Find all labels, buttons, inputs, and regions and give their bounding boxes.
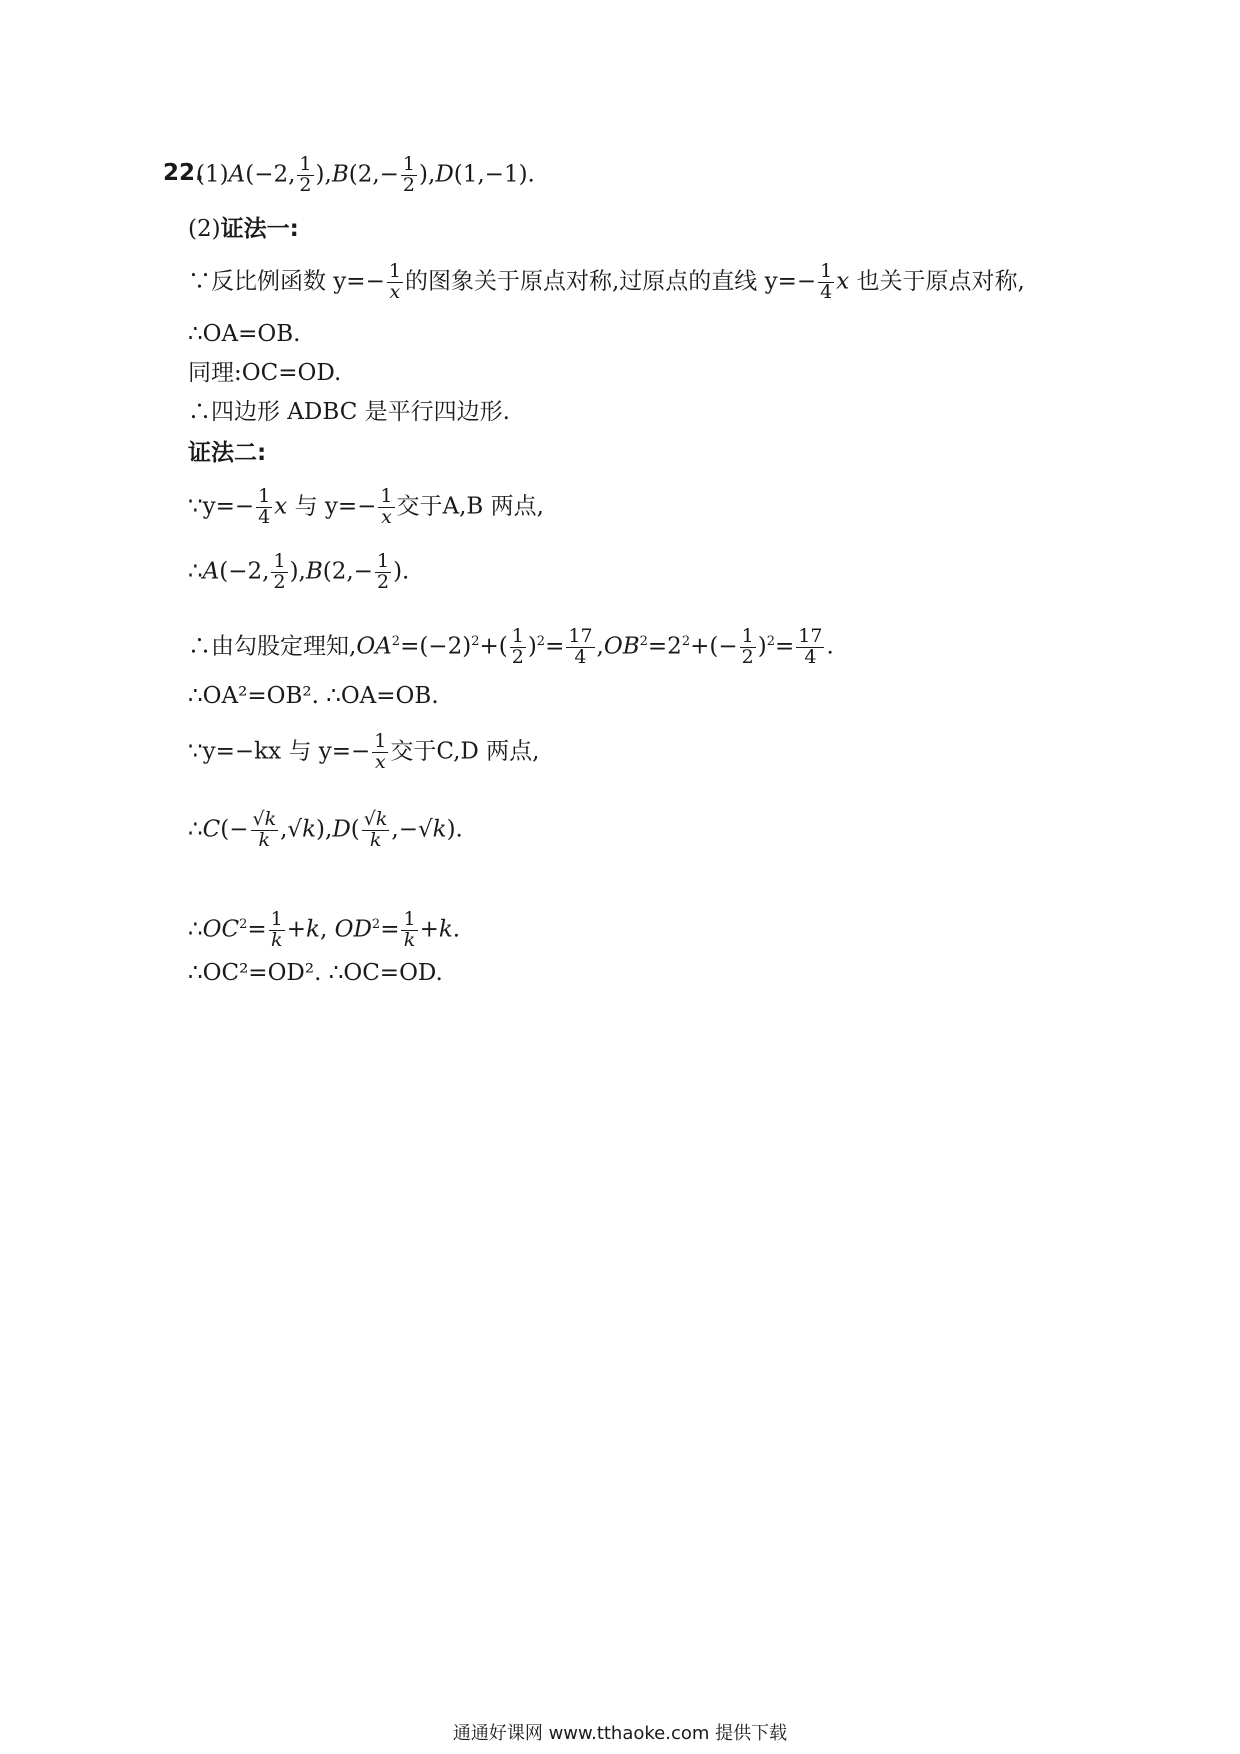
part1-answer: (1)A(−2, $\frac{1}{2}$ ),B(2,− $\frac{1}{2}$ ),D(1,−1). [196, 153, 535, 196]
method1-line2: ∴OA=OB. [188, 321, 301, 347]
method2-line5: ∵y=−kx 与 y=− $\frac{1}{x}$ 交于C,D 两点, [188, 730, 540, 773]
method1-line3: 同理:OC=OD. [188, 360, 342, 386]
footer-credit: 通通好课网 www.tthaoke.com 提供下载 [452, 1723, 788, 1744]
method2-line1: ∵y=− $\frac{1}{4}$ x 与 y=− $\frac{1}{x}$ 交于A,B 两点, [188, 485, 544, 528]
method1-title: (2)证法一: [188, 216, 299, 242]
method2-line8: ∴OC²=OD². ∴OC=OD. [188, 960, 443, 986]
method2-line6: ∴C(− $\frac{√k}{k}$ ,√k),D( $\frac{√k}{k}$ ,−√k). [188, 808, 463, 851]
method2-line4: ∴OA²=OB². ∴OA=OB. [188, 683, 439, 709]
method2-line3: ∴由勾股定理知$,OA^2=(-2)^2+$( $\frac{1}{2}$ )$^2$= $\frac{17}{4}$ $,OB^2=2^2+(-$ $\frac{1}{2}$ )$^2$= $\frac{17}{4}$ . [188, 625, 834, 668]
problem-number: 22. [163, 160, 204, 186]
method2-line2: ∴A(−2, $\frac{1}{2}$ ),B(2,− $\frac{1}{2}$ ). [188, 550, 410, 593]
method2-line7: $\therefore OC^2=$ $\frac{1}{k}$ +k, $OD^2=$ $\frac{1}{k}$ +k. [188, 908, 461, 951]
method1-line4: ∴四边形 ADBC 是平行四边形. [188, 399, 510, 425]
method2-title: 证法二: [188, 440, 267, 466]
method1-line1: ∵反比例函数 y=− $\frac{1}{x}$ 的图象关于原点对称,过原点的直线 y=− $\frac{1}{4}$ x 也关于原点对称, [188, 260, 1025, 303]
